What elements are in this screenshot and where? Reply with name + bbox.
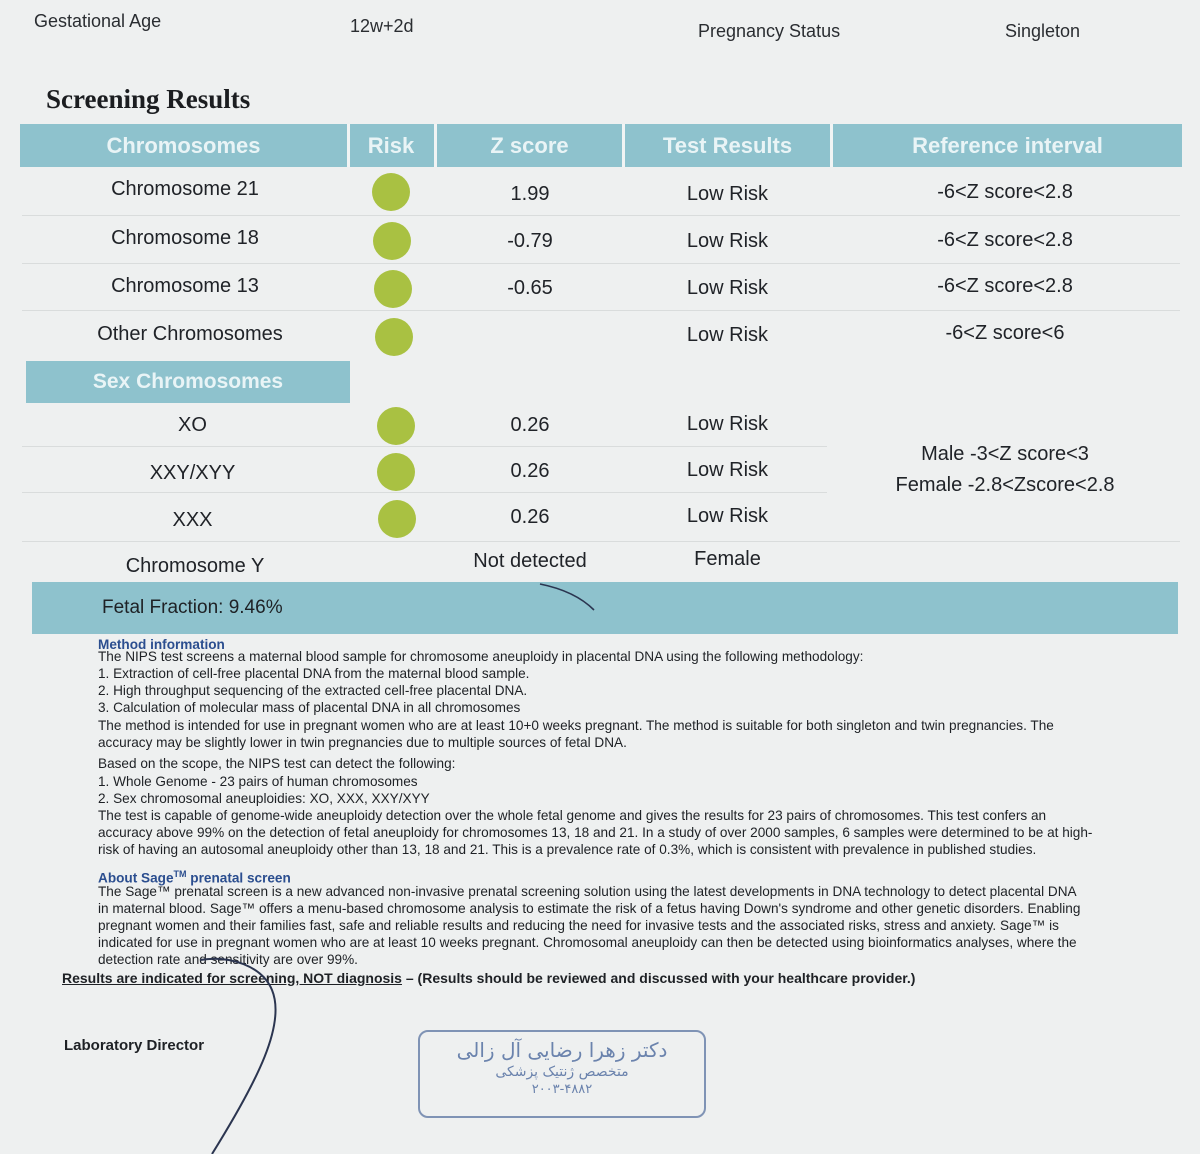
- method-line: 2. Sex chromosomal aneuploidies: XO, XXX, XXY/XYY: [98, 791, 430, 806]
- chromosome-y-name: Chromosome Y: [125, 555, 265, 577]
- about-line: detection rate and sensitivity are over 99%.: [98, 952, 358, 967]
- test-result: Low Risk: [686, 324, 769, 346]
- chromosome-name: Chromosome 18: [111, 227, 259, 249]
- column-header: Test Results: [662, 133, 793, 158]
- stamp-name: دکتر زهرا رضایی آل زالی: [456, 1038, 668, 1062]
- about-sage-heading: About Sage™ prenatal screen: [98, 869, 291, 886]
- chromosome-y-result: Female: [694, 548, 761, 570]
- z-score: -0.79: [507, 230, 553, 252]
- about-line: in maternal blood. Sage™ offers a menu-based chromosome analysis to estimate the risk of a fetus having Down's syndrome and other genetic disorders. Enabling: [98, 901, 1081, 916]
- column-header: Chromosomes: [106, 133, 261, 158]
- method-heading: Method information: [98, 637, 225, 652]
- z-score: 0.26: [510, 506, 550, 528]
- chromosome-y-zscore: Not detected: [473, 550, 587, 572]
- z-score: 0.26: [510, 460, 550, 482]
- method-line: The NIPS test screens a maternal blood sample for chromosome aneuploidy in placental DNA using the following methodology:: [98, 649, 864, 664]
- pregnancy-status-value: Singleton: [1005, 21, 1081, 41]
- column-header: Z score: [490, 133, 569, 158]
- reference-interval: -6<Z score<2.8: [937, 275, 1073, 297]
- test-result: Low Risk: [686, 230, 769, 252]
- method-line: accuracy may be slightly lower in twin pregnancies due to multiple sources of fetal DNA.: [98, 735, 627, 750]
- chromosome-name: XXX: [172, 509, 213, 531]
- method-line: The method is intended for use in pregnant women who are at least 10+0 weeks pregnant. The method is suitable for both singleton and twin pregnancies. The: [98, 718, 1054, 733]
- about-line: pregnant women and their families fast, safe and reliable results and reducing the need for invasive tests and the associated risks, stress and anxiety. Sage™ is: [98, 918, 1059, 933]
- about-line: The Sage™ prenatal screen is a new advanced non-invasive prenatal screening solution using the latest developments in DNA technology to detect placental DNA: [98, 884, 1077, 899]
- gestational-age-value: 12w+2d: [350, 16, 414, 36]
- chromosome-name: Chromosome 21: [111, 178, 259, 200]
- test-result: Low Risk: [686, 183, 769, 205]
- reference-interval: -6<Z score<2.8: [937, 181, 1073, 203]
- chromosome-name: Other Chromosomes: [97, 323, 283, 345]
- column-header: Risk: [367, 133, 415, 158]
- method-line: risk of having an autosomal aneuploidy other than 13, 18 and 21. This is a prevalence rate of 0.3%, which is consistent with prevalence in published studies.: [98, 842, 1037, 857]
- sex-chromosomes-header: Sex Chromosomes: [26, 361, 350, 403]
- gestational-age-label: Gestational Age: [34, 11, 162, 31]
- test-result: Low Risk: [686, 277, 769, 299]
- stamp-number: ۲۰۰۳-۴۸۸۲: [531, 1082, 593, 1097]
- method-line: 2. High throughput sequencing of the extracted cell-free placental DNA.: [98, 683, 528, 698]
- chromosome-name: Chromosome 13: [111, 275, 259, 297]
- method-line: The test is capable of genome-wide aneuploidy detection over the whole fetal genome and gives the results for 23 pairs of chromosomes. This test confers an: [98, 808, 1047, 823]
- test-result: Low Risk: [686, 413, 769, 435]
- chromosome-name: XO: [178, 414, 207, 436]
- reference-interval: -6<Z score<6: [945, 322, 1065, 344]
- column-header: Reference interval: [912, 133, 1103, 158]
- method-line: Based on the scope, the NIPS test can detect the following:: [98, 756, 456, 771]
- reference-interval-male: Male -3<Z score<3: [921, 443, 1089, 465]
- z-score: 0.26: [510, 414, 550, 436]
- test-result: Low Risk: [686, 459, 769, 481]
- laboratory-director-label: Laboratory Director: [64, 1037, 205, 1054]
- method-line: 1. Extraction of cell-free placental DNA from the maternal blood sample.: [98, 666, 530, 681]
- chromosome-name: XXY/XYY: [149, 462, 236, 484]
- about-line: indicated for use in pregnant women who are at least 10 weeks pregnant. Chromosomal aneuploidy can then be detected using bioinformatics analyses, where the: [98, 935, 1077, 950]
- disclaimer-rest: – (Results should be reviewed and discussed with your healthcare provider.): [401, 970, 916, 986]
- method-line: 1. Whole Genome - 23 pairs of human chromosomes: [98, 774, 418, 789]
- method-line: 3. Calculation of molecular mass of placental DNA in all chromosomes: [98, 700, 521, 715]
- fetal-fraction: Fetal Fraction: 9.46%: [102, 597, 283, 618]
- test-result: Low Risk: [686, 505, 769, 527]
- reference-interval: -6<Z score<2.8: [937, 229, 1073, 251]
- section-title: Screening Results: [46, 84, 251, 114]
- pregnancy-status-label: Pregnancy Status: [698, 21, 841, 41]
- reference-interval-female: Female -2.8<Zscore<2.8: [895, 474, 1115, 496]
- z-score: 1.99: [510, 183, 550, 205]
- method-line: accuracy above 99% on the detection of fetal aneuploidy for chromosomes 13, 18 and 21. In a study of over 2000 samples, 6 samples were determined to be at high-: [98, 825, 1093, 840]
- z-score: -0.65: [507, 277, 553, 299]
- stamp-specialty: متخصص ژنتیک پزشکی: [495, 1064, 629, 1080]
- disclaimer-underlined: Results are indicated for screening, NOT diagnosis: [62, 970, 402, 986]
